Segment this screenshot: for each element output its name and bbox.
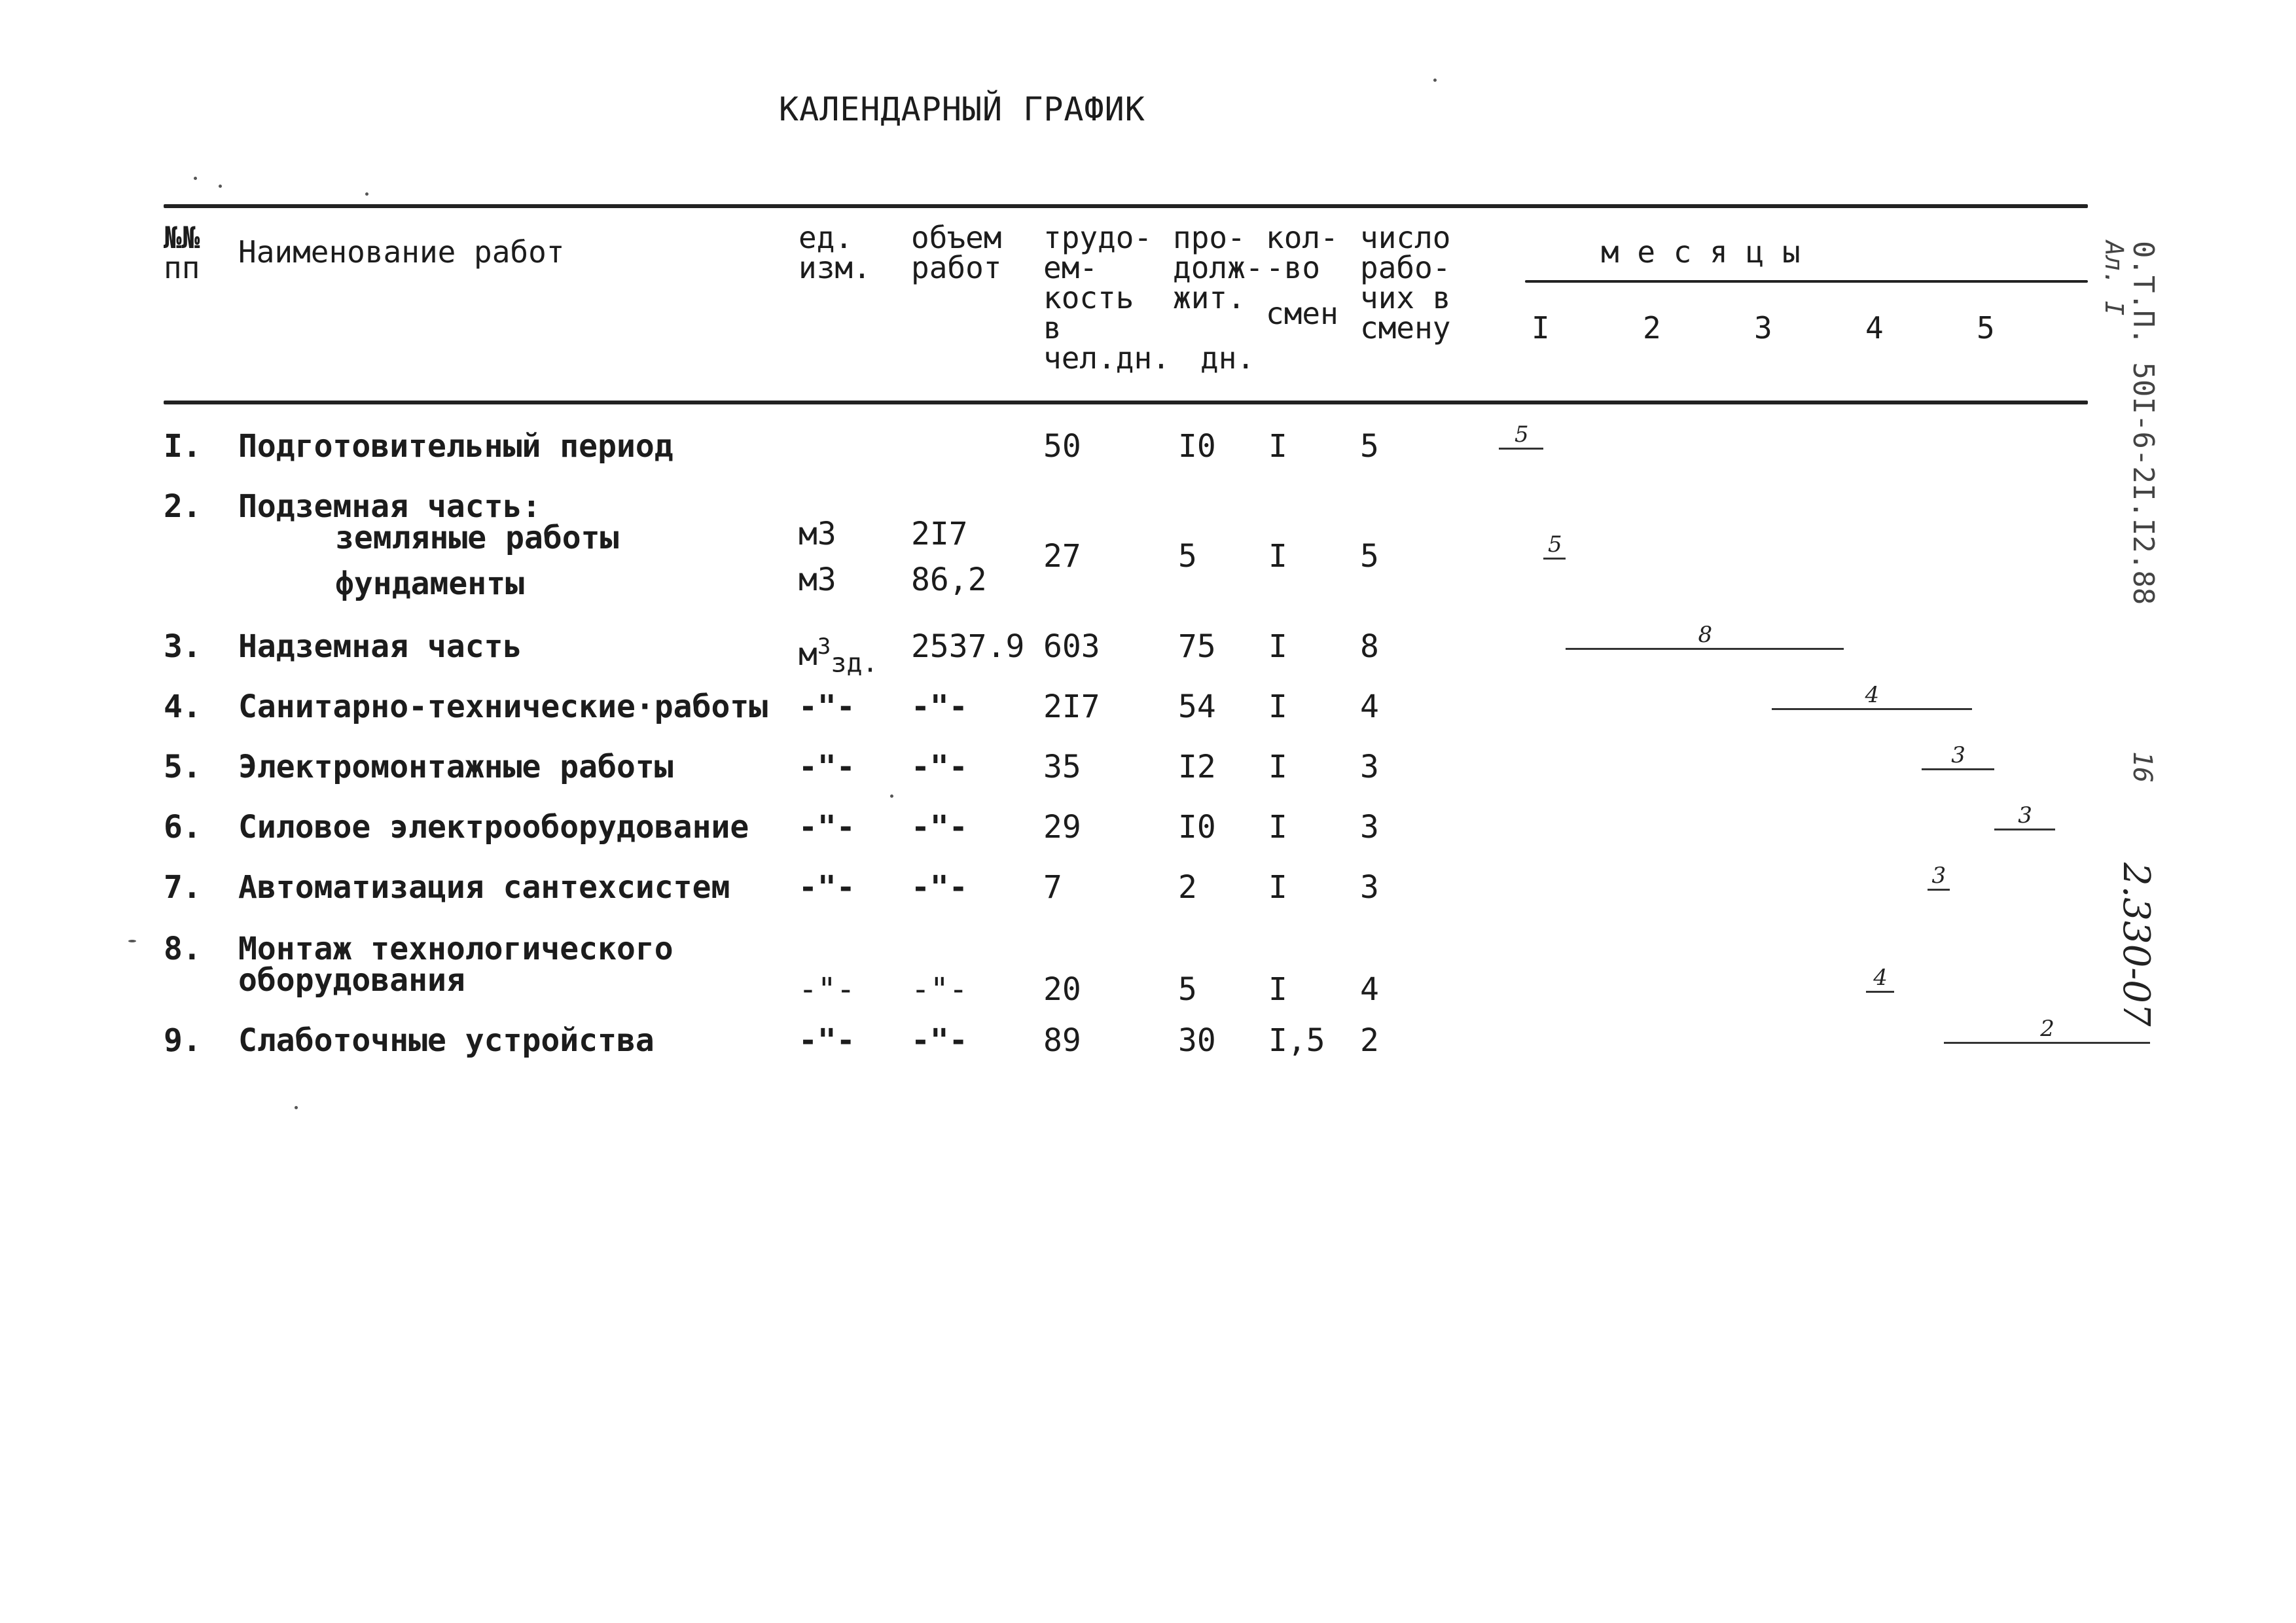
duration-value: 30 bbox=[1178, 1022, 1216, 1059]
row-number: 4. bbox=[164, 688, 202, 725]
document-title: КАЛЕНДАРНЫЙ ГРАФИК bbox=[779, 90, 1145, 128]
header-labor-5: чел.дн. bbox=[1043, 340, 1170, 376]
workers-value: 4 bbox=[1360, 688, 1379, 725]
row-number: 3. bbox=[164, 628, 202, 665]
header-shifts-3: смен bbox=[1266, 296, 1338, 331]
volume: 2I7 bbox=[911, 516, 968, 552]
header-unit-1: ед. bbox=[798, 220, 853, 255]
unit: $м^3_{зд.}$ bbox=[798, 633, 878, 679]
gantt-bar-label: 3 bbox=[1931, 863, 1946, 889]
unit: м3 bbox=[798, 562, 836, 598]
workers-value: 4 bbox=[1360, 971, 1379, 1008]
work-name: Электромонтажные работы bbox=[238, 749, 673, 785]
volume: -"- bbox=[911, 971, 968, 1008]
header-workers-1: число bbox=[1360, 220, 1451, 255]
side-sheet: Ал. I bbox=[2100, 241, 2128, 316]
labor-value: 2I7 bbox=[1043, 688, 1100, 725]
work-name: Санитарно-технические·работы bbox=[238, 688, 768, 725]
row-number: 9. bbox=[164, 1022, 202, 1059]
work-name: Автоматизация сантехсистем bbox=[238, 869, 730, 906]
shifts-value: I bbox=[1268, 628, 1287, 665]
month-label-5: 5 bbox=[1977, 310, 1995, 346]
duration-value: 2 bbox=[1178, 869, 1197, 906]
work-subname: земляные работы bbox=[335, 520, 619, 556]
header-volume-1: объем bbox=[911, 220, 1002, 255]
duration-value: 5 bbox=[1178, 538, 1197, 575]
header-labor-3: кость bbox=[1043, 280, 1134, 315]
shifts-value: I bbox=[1268, 538, 1287, 575]
unit: -"- bbox=[798, 809, 855, 846]
row-number: 2. bbox=[164, 488, 202, 525]
scan-speck bbox=[295, 1106, 298, 1109]
workers-value: 3 bbox=[1360, 809, 1379, 846]
header-duration-1: про- bbox=[1173, 220, 1246, 255]
work-name-cont: оборудования bbox=[238, 962, 465, 999]
gantt-bar bbox=[1866, 991, 1894, 993]
month-label-3: 3 bbox=[1754, 310, 1772, 346]
header-months-title: м е с я ц ы bbox=[1601, 234, 1801, 270]
shifts-value: I bbox=[1268, 869, 1287, 906]
work-name: Силовое электрооборудование bbox=[238, 809, 749, 846]
header-num-1: №№ bbox=[164, 220, 200, 255]
gantt-bar bbox=[1566, 648, 1844, 650]
header-shifts-1: кол- bbox=[1266, 220, 1338, 255]
unit: -"- bbox=[798, 749, 855, 785]
month-label-1: I bbox=[1532, 310, 1550, 346]
labor-value: 603 bbox=[1043, 628, 1100, 665]
gantt-bar bbox=[1772, 708, 1972, 710]
workers-value: 5 bbox=[1360, 538, 1379, 575]
scan-speck bbox=[219, 185, 222, 188]
workers-value: 3 bbox=[1360, 869, 1379, 906]
unit: -"- bbox=[798, 688, 855, 725]
header-duration-2: долж- bbox=[1173, 250, 1264, 285]
work-name: Монтаж технологического bbox=[238, 931, 673, 967]
gantt-bar-label: 3 bbox=[2018, 802, 2032, 829]
duration-value: 54 bbox=[1178, 688, 1216, 725]
workers-value: 2 bbox=[1360, 1022, 1379, 1059]
archive-code: 2.330-07 bbox=[2115, 863, 2157, 1027]
gantt-bar-label: 2 bbox=[2040, 1016, 2054, 1042]
header-num-2: пп bbox=[164, 250, 200, 285]
gantt-bar-label: 5 bbox=[1515, 421, 1529, 448]
shifts-value: I bbox=[1268, 971, 1287, 1008]
duration-value: I2 bbox=[1178, 749, 1216, 785]
month-label-2: 2 bbox=[1643, 310, 1661, 346]
duration-value: I0 bbox=[1178, 809, 1216, 846]
work-name: Подземная часть: bbox=[238, 488, 541, 525]
gantt-bar bbox=[1944, 1042, 2150, 1044]
gantt-bar-label: 4 bbox=[1873, 965, 1888, 991]
labor-value: 20 bbox=[1043, 971, 1081, 1008]
labor-value: 50 bbox=[1043, 428, 1081, 465]
row-number: 7. bbox=[164, 869, 202, 906]
work-subname: фундаменты bbox=[335, 565, 524, 602]
gantt-bar bbox=[1543, 558, 1566, 560]
workers-value: 8 bbox=[1360, 628, 1379, 665]
volume: -"- bbox=[911, 1022, 968, 1059]
unit: -"- bbox=[798, 1022, 855, 1059]
volume: 86,2 bbox=[911, 562, 987, 598]
volume: -"- bbox=[911, 869, 968, 906]
scan-speck bbox=[194, 177, 197, 180]
gantt-bar bbox=[1994, 829, 2056, 830]
gantt-bar-label: 8 bbox=[1698, 622, 1713, 648]
labor-value: 89 bbox=[1043, 1022, 1081, 1059]
row-number: 8. bbox=[164, 931, 202, 967]
side-code: 0.Т.П. 50I-6-2I.I2.88 bbox=[2126, 241, 2160, 605]
header-volume-2: работ bbox=[911, 250, 1002, 285]
header-labor-1: трудо- bbox=[1043, 220, 1153, 255]
labor-value: 35 bbox=[1043, 749, 1081, 785]
workers-value: 5 bbox=[1360, 428, 1379, 465]
shifts-value: I bbox=[1268, 749, 1287, 785]
labor-value: 7 bbox=[1043, 869, 1062, 906]
volume: -"- bbox=[911, 749, 968, 785]
gantt-bar-label: 3 bbox=[1951, 742, 1965, 768]
scan-speck bbox=[1433, 79, 1437, 82]
months-rule bbox=[1525, 280, 2088, 283]
gantt-bar bbox=[1928, 889, 1950, 891]
header-duration-3: жит. bbox=[1173, 280, 1246, 315]
header-labor-4: в bbox=[1043, 310, 1062, 346]
header-labor-2: ем- bbox=[1043, 250, 1098, 285]
unit: -"- bbox=[798, 971, 855, 1008]
work-name: Слаботочные устройства bbox=[238, 1022, 655, 1059]
gantt-bar-label: 4 bbox=[1865, 682, 1880, 708]
shifts-value: I bbox=[1268, 688, 1287, 725]
header-shifts-2: -во bbox=[1266, 250, 1321, 285]
unit: м3 bbox=[798, 516, 836, 552]
gantt-bar bbox=[1922, 768, 1994, 770]
volume: -"- bbox=[911, 688, 968, 725]
shifts-value: I bbox=[1268, 428, 1287, 465]
header-workers-4: смену bbox=[1360, 310, 1451, 346]
row-number: 6. bbox=[164, 809, 202, 846]
gantt-bar bbox=[1499, 448, 1543, 450]
row-number: 5. bbox=[164, 749, 202, 785]
header-workers-3: чих в bbox=[1360, 280, 1451, 315]
scan-speck bbox=[128, 940, 136, 942]
scan-speck bbox=[365, 192, 368, 196]
month-label-4: 4 bbox=[1865, 310, 1884, 346]
volume: 2537.9 bbox=[911, 628, 1025, 665]
page-number: 16 bbox=[2127, 751, 2157, 783]
gantt-bar-label: 5 bbox=[1548, 531, 1562, 558]
header-top-rule bbox=[164, 204, 2088, 208]
header-unit-2: изм. bbox=[798, 250, 871, 285]
scan-speck bbox=[890, 794, 893, 798]
shifts-value: I bbox=[1268, 809, 1287, 846]
unit: -"- bbox=[798, 869, 855, 906]
labor-value: 29 bbox=[1043, 809, 1081, 846]
header-bottom-rule bbox=[164, 401, 2088, 404]
labor-value: 27 bbox=[1043, 538, 1081, 575]
header-duration-4: дн. bbox=[1200, 340, 1255, 376]
workers-value: 3 bbox=[1360, 749, 1379, 785]
duration-value: 5 bbox=[1178, 971, 1197, 1008]
shifts-value: I,5 bbox=[1268, 1022, 1325, 1059]
header-workers-2: рабо- bbox=[1360, 250, 1451, 285]
duration-value: 75 bbox=[1178, 628, 1216, 665]
work-name: Надземная часть bbox=[238, 628, 522, 665]
row-number: I. bbox=[164, 428, 202, 465]
duration-value: I0 bbox=[1178, 428, 1216, 465]
volume: -"- bbox=[911, 809, 968, 846]
work-name: Подготовительный период bbox=[238, 428, 673, 465]
header-name: Наименование работ bbox=[238, 234, 565, 270]
